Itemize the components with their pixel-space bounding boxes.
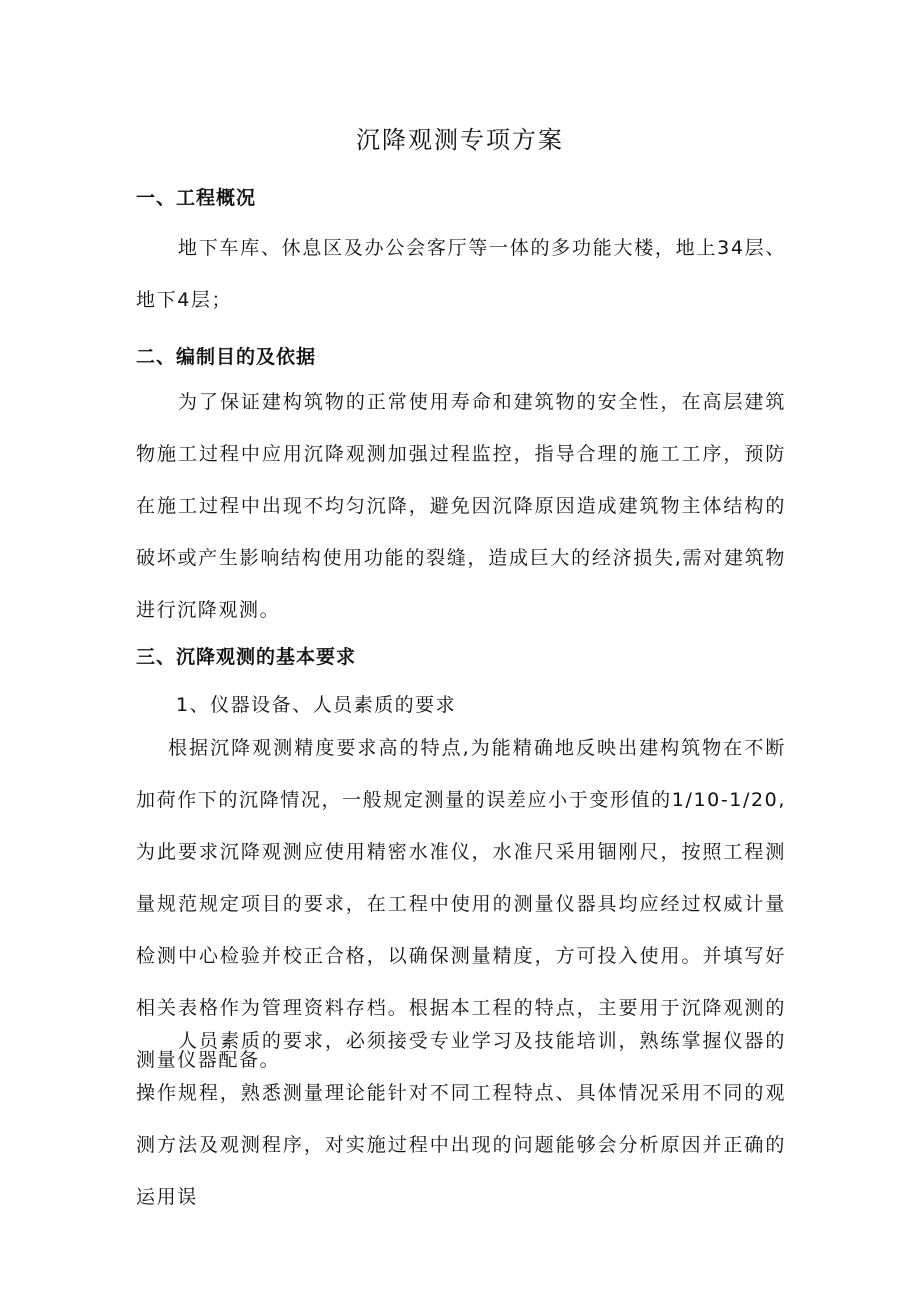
- section-heading-requirements: 三、沉降观测的基本要求: [136, 646, 357, 668]
- subheading-equipment-personnel: 1、仪器设备、人员素质的要求: [176, 694, 457, 716]
- paragraph-equipment: 根据沉降观测精度要求高的特点,为能精确地反映出建构筑物在不断加荷作下的沉降情况，一般规定测量的误差应小于变形值的1/10-1/20,为此要求沉降观测应使用精密水准仪，水准尺采用锢刚尺，按照工程测量规范规定项目的要求，在工程中使用的测量仪器具均应经过权威计量检测中心检验并校正合格，以确保测量精度，方可投入使用。并填写好相关表格作为管理资料存档。根据本工程的特点，主要用于沉降观测的测量仪器配备。: [136, 737, 786, 1071]
- paragraph-purpose: 为了保证建构筑物的正常使用寿命和建筑物的安全性，在高层建筑物施工过程中应用沉降观测加强过程监控，指导合理的施工工序，预防在施工过程中出现不均匀沉降，避免因沉降原因造成建筑物主体结构的破坏或产生影响结构使用功能的裂缝，造成巨大的经济损失,需对建筑物进行沉降观测。: [136, 391, 786, 621]
- paragraph-overview: 地下车库、休息区及办公会客厅等一体的多功能大楼，地上34层、地下4层；: [136, 237, 786, 311]
- section-heading-purpose: 二、编制目的及依据: [136, 346, 317, 368]
- paragraph-personnel: 人员素质的要求，必须接受专业学习及技能培训，熟练掌握仪器的操作规程，熟悉测量理论能针对不同工程特点、具体情况采用不同的观测方法及观测程序，对实施过程中出现的问题能够会分析原因并正确的运用误: [136, 1030, 786, 1208]
- document-title: 沉降观测专项方案: [356, 126, 564, 154]
- section-heading-overview: 一、工程概况: [136, 187, 257, 209]
